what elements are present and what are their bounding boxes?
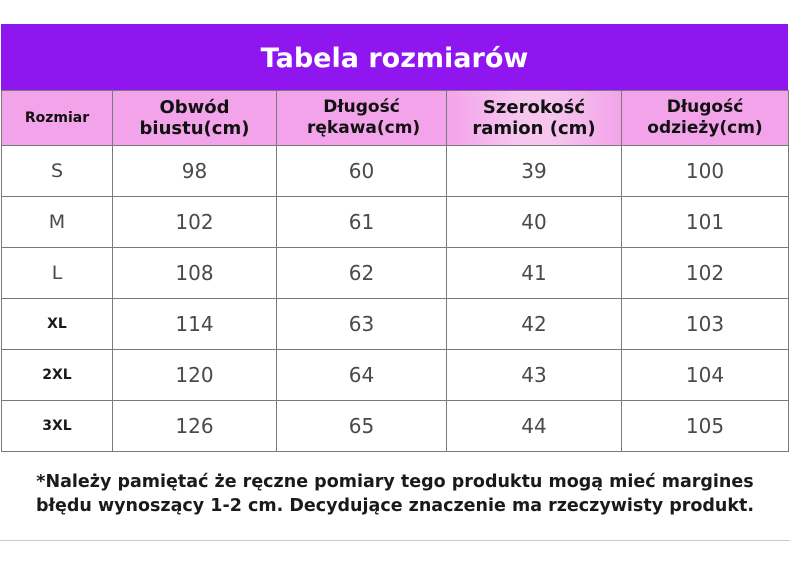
bust-cell: 102: [113, 197, 277, 248]
table-row: [2, 248, 789, 299]
bust-cell: 108: [113, 248, 277, 299]
size-cell: 2XL: [2, 350, 113, 401]
header-sleeve: Długość rękawa(cm): [277, 91, 447, 146]
shoulder-cell: 39: [447, 146, 622, 197]
shoulder-cell: 44: [447, 401, 622, 452]
header-shoulder: Szerokość ramion (cm): [447, 91, 622, 146]
length-cell: 100: [622, 146, 789, 197]
size-cell: 3XL: [2, 401, 113, 452]
table-row: [2, 197, 789, 248]
sleeve-cell: 63: [277, 299, 447, 350]
size-cell: M: [2, 197, 113, 248]
sleeve-cell: 65: [277, 401, 447, 452]
measurement-note: [0, 470, 790, 518]
length-cell: 105: [622, 401, 789, 452]
size-table: [1, 90, 789, 452]
note-line-2: błędu wynoszący 1-2 cm. Decydujące znaczenie ma rzeczywisty produkt.: [35, 496, 755, 516]
shoulder-cell: 41: [447, 248, 622, 299]
length-cell: 104: [622, 350, 789, 401]
sleeve-cell: 62: [277, 248, 447, 299]
sleeve-cell: 61: [277, 197, 447, 248]
table-row: [2, 401, 789, 452]
size-chart-title: Tabela rozmiarów: [1, 24, 788, 90]
sleeve-cell: 64: [277, 350, 447, 401]
bust-cell: 98: [113, 146, 277, 197]
length-cell: 103: [622, 299, 789, 350]
note-line-1: *Należy pamiętać że ręczne pomiary tego produktu mogą mieć margines: [36, 472, 754, 492]
bust-cell: 120: [113, 350, 277, 401]
table-row: [2, 299, 789, 350]
shoulder-cell: 43: [447, 350, 622, 401]
size-cell: L: [2, 248, 113, 299]
header-length: Długość odzieży(cm): [622, 91, 789, 146]
bust-cell: 114: [113, 299, 277, 350]
header-bust: Obwód biustu(cm): [113, 91, 277, 146]
table-header-row: [2, 91, 789, 146]
table-row: [2, 350, 789, 401]
header-size: Rozmiar: [2, 91, 113, 146]
size-cell: S: [2, 146, 113, 197]
length-cell: 101: [622, 197, 789, 248]
shoulder-cell: 40: [447, 197, 622, 248]
table-row: [2, 146, 789, 197]
length-cell: 102: [622, 248, 789, 299]
size-cell: XL: [2, 299, 113, 350]
shoulder-cell: 42: [447, 299, 622, 350]
bottom-divider: [0, 540, 790, 541]
sleeve-cell: 60: [277, 146, 447, 197]
bust-cell: 126: [113, 401, 277, 452]
